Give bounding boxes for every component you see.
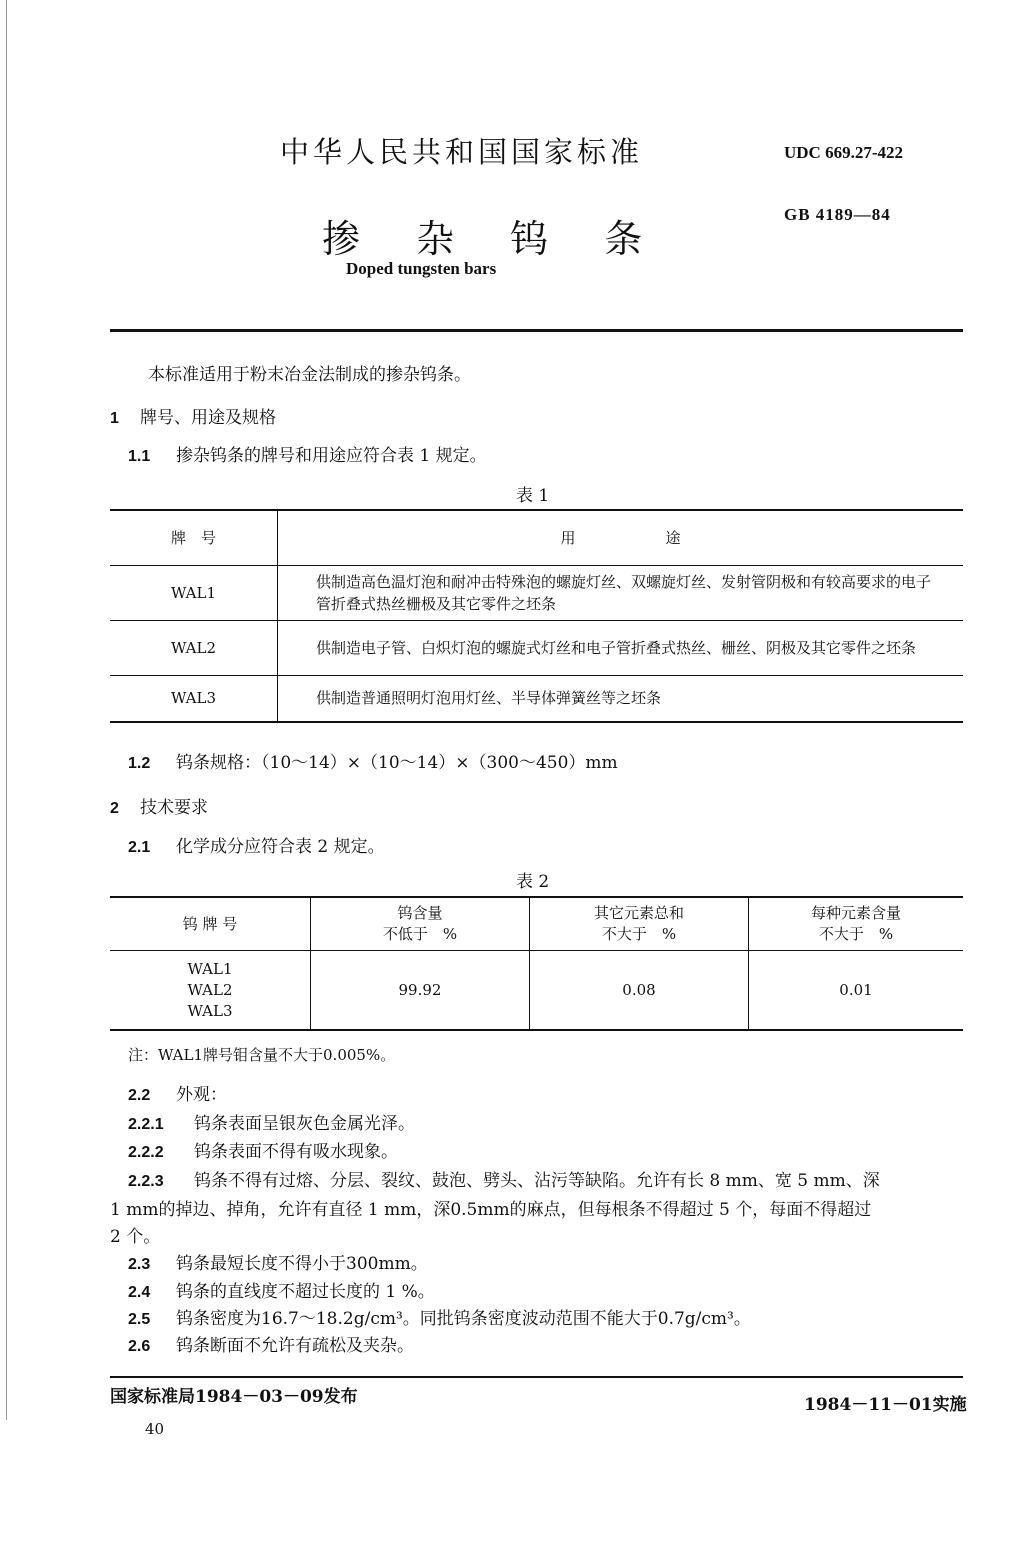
section-1-heading xyxy=(110,403,276,428)
document-title-english: Doped tungsten bars xyxy=(346,259,497,278)
tungsten-content-cell: 99.92 xyxy=(311,951,530,1031)
table-1-caption: 表 1 xyxy=(516,486,550,506)
standard-name: 中华人民共和国国家标准 xyxy=(280,135,644,169)
clause-text: 钨条规格：（10～14）×（10～14）×（300～450）mm xyxy=(176,753,618,773)
clause-text: 外观： xyxy=(176,1085,227,1105)
clause-text: 化学成分应符合表 2 规定。 xyxy=(176,837,385,857)
footer-rule xyxy=(110,1376,963,1378)
table-row xyxy=(110,565,963,620)
clause-text: 钨条表面不得有吸水现象。 xyxy=(194,1142,398,1162)
clause-number: 2.2.1 xyxy=(128,1116,164,1133)
table-row xyxy=(110,951,963,1031)
section-number: 1 xyxy=(110,410,119,427)
grade-cell: WAL1 xyxy=(110,565,278,620)
table-row xyxy=(110,897,963,951)
table-header-other-total: 其它元素总和 不大于 % xyxy=(530,897,749,951)
clause-text: 钨条不得有过熔、分层、裂纹、鼓泡、劈头、沾污等缺陷。允许有长 8 mm、宽 5 mm、深 xyxy=(194,1171,880,1191)
clause-text: 掺杂钨条的牌号和用途应符合表 1 规定。 xyxy=(176,446,487,466)
clause-2-2-3-end: 2 个。 xyxy=(110,1227,161,1247)
table-2 xyxy=(110,896,963,1031)
intro-text: 本标准适用于粉末冶金法制成的掺杂钨条。 xyxy=(148,365,471,385)
issue-date: 国家标准局1984－03－09发布 xyxy=(110,1387,358,1407)
clause-2-1 xyxy=(128,832,385,857)
clause-text: 钨条表面呈银灰色金属光泽。 xyxy=(194,1114,415,1134)
table-header-grade: 钨 牌 号 xyxy=(110,897,311,951)
table-header-each-element: 每种元素含量 不大于 % xyxy=(749,897,964,951)
clause-text: 钨条最短长度不得小于300mm。 xyxy=(176,1254,428,1274)
clause-number: 2.4 xyxy=(128,1284,151,1301)
clause-number: 1.1 xyxy=(128,448,151,465)
udc-code: UDC 669.27-422 xyxy=(784,143,903,162)
section-number: 2 xyxy=(110,800,119,817)
scan-margin-line xyxy=(6,0,7,1420)
table-header-use: 用 途 xyxy=(560,529,681,548)
table-1 xyxy=(110,509,963,723)
clause-text: 钨条断面不允许有疏松及夹杂。 xyxy=(176,1336,414,1356)
section-2-heading xyxy=(110,793,208,818)
header-rule xyxy=(110,329,963,332)
clause-2-3 xyxy=(128,1249,428,1274)
document-title: 掺 杂 钨 条 xyxy=(322,217,665,261)
clause-2-2-2 xyxy=(128,1137,398,1162)
clause-2-6 xyxy=(128,1331,414,1356)
clause-2-2-3-continued: 1 mm的掉边、掉角，允许有直径 1 mm，深0.5mm的麻点，但每根条不得超过 5 个，每面不得超过 xyxy=(110,1200,872,1220)
clause-2-2-1 xyxy=(128,1109,415,1134)
clause-2-2-3 xyxy=(128,1166,880,1191)
other-total-cell: 0.08 xyxy=(530,951,749,1031)
table-note: 注：WAL1牌号钼含量不大于0.005%。 xyxy=(128,1046,396,1064)
table-header-grade: 牌 号 xyxy=(110,510,278,565)
table-row xyxy=(110,675,963,722)
clause-2-2 xyxy=(128,1080,227,1105)
clause-1-1 xyxy=(128,441,487,466)
clause-number: 2.5 xyxy=(128,1311,151,1328)
table-row xyxy=(110,620,963,675)
clause-2-4 xyxy=(128,1277,435,1302)
table-2-caption: 表 2 xyxy=(516,872,550,892)
effective-date: 1984－11－01实施 xyxy=(804,1395,967,1415)
clause-1-2 xyxy=(128,748,618,773)
clause-text: 钨条的直线度不超过长度的 1 %。 xyxy=(176,1282,435,1302)
grade-list-cell: WAL1 WAL2 WAL3 xyxy=(187,959,233,1020)
clause-number: 2.2.3 xyxy=(128,1173,164,1190)
gb-number: GB 4189—84 xyxy=(784,205,891,224)
use-cell: 供制造普通照明灯泡用灯丝、半导体弹簧丝等之坯条 xyxy=(278,675,964,722)
use-cell: 供制造电子管、白炽灯泡的螺旋式灯丝和电子管折叠式热丝、栅丝、阴极及其它零件之坯条 xyxy=(278,620,964,675)
table-row xyxy=(110,510,963,565)
clause-2-5 xyxy=(128,1304,751,1329)
clause-number: 1.2 xyxy=(128,755,151,772)
table-header-tungsten: 钨含量 不低于 % xyxy=(311,897,530,951)
clause-number: 2.6 xyxy=(128,1338,151,1355)
clause-number: 2.3 xyxy=(128,1256,151,1273)
use-cell: 供制造高色温灯泡和耐冲击特殊泡的螺旋灯丝、双螺旋灯丝、发射管阴极和有较高要求的电子管折叠式热丝栅极及其它零件之坯条 xyxy=(278,565,964,620)
section-title: 牌号、用途及规格 xyxy=(140,408,276,428)
clause-number: 2.2.2 xyxy=(128,1144,164,1161)
page-number: 40 xyxy=(145,1420,165,1438)
grade-cell: WAL2 xyxy=(110,620,278,675)
clause-number: 2.1 xyxy=(128,839,151,856)
section-title: 技术要求 xyxy=(140,798,208,818)
grade-cell: WAL3 xyxy=(110,675,278,722)
each-element-cell: 0.01 xyxy=(749,951,964,1031)
clause-text: 钨条密度为16.7～18.2g/cm³。同批钨条密度波动范围不能大于0.7g/cm³。 xyxy=(176,1309,751,1329)
clause-number: 2.2 xyxy=(128,1087,151,1104)
